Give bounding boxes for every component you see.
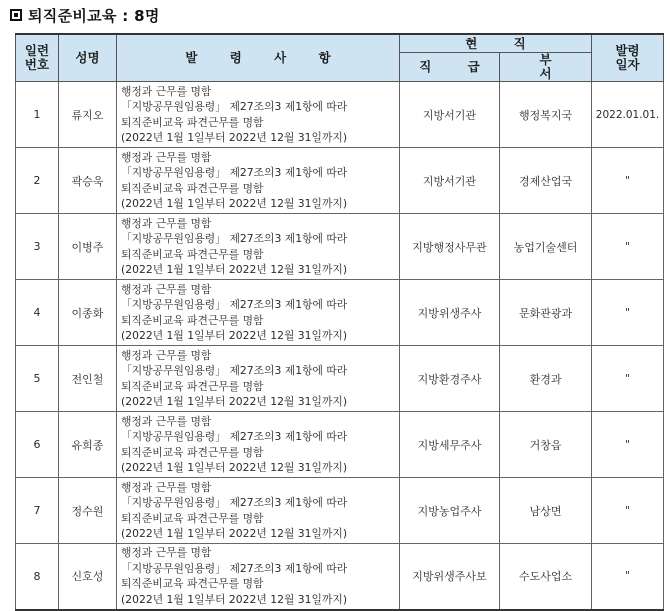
- cell-order: [117, 346, 400, 412]
- cell-dept: 행정복지국: [500, 82, 592, 148]
- order-line: (2022년 1월 1일부터 2022년 12월 31일까지): [121, 329, 348, 342]
- header-name: 성명: [59, 34, 117, 82]
- order-line: 퇴직준비교육 파견근무를 명함: [121, 115, 264, 129]
- cell-name: 유희종: [59, 412, 117, 478]
- order-line: 퇴직준비교육 파견근무를 명함: [121, 313, 264, 327]
- cell-date: ": [592, 148, 664, 214]
- order-line: (2022년 1월 1일부터 2022년 12월 31일까지): [121, 461, 348, 474]
- header-current: 현 직: [400, 34, 592, 53]
- order-line: 「지방공무원임용령」 제27조의3 제1항에 따라: [121, 298, 348, 311]
- cell-grade: 지방행정사무관: [400, 214, 500, 280]
- cell-serial: 1: [16, 82, 59, 148]
- table-row: [16, 544, 664, 610]
- header-grade: 직 급: [400, 53, 500, 82]
- cell-name: 신호성: [59, 544, 117, 610]
- table-row: [16, 346, 664, 412]
- cell-dept: 거창읍: [500, 412, 592, 478]
- order-line: 「지방공무원임용령」 제27조의3 제1항에 따라: [121, 496, 348, 509]
- section-heading: [10, 5, 160, 25]
- cell-order: [117, 82, 400, 148]
- cell-grade: 지방농업주사: [400, 478, 500, 544]
- order-line: 「지방공무원임용령」 제27조의3 제1항에 따라: [121, 166, 348, 179]
- cell-date: ": [592, 214, 664, 280]
- cell-order: [117, 544, 400, 610]
- personnel-table: [15, 33, 664, 611]
- cell-grade: 지방위생주사: [400, 280, 500, 346]
- header-dept: 부 서: [500, 53, 592, 82]
- cell-name: 류지오: [59, 82, 117, 148]
- order-line: (2022년 1월 1일부터 2022년 12월 31일까지): [121, 197, 348, 210]
- order-line: 행정과 근무를 명함: [121, 216, 212, 230]
- table-row: [16, 478, 664, 544]
- order-line: 퇴직준비교육 파견근무를 명함: [121, 577, 264, 591]
- cell-grade: 지방세무주사: [400, 412, 500, 478]
- cell-dept: 환경과: [500, 346, 592, 412]
- cell-grade: 지방서기관: [400, 148, 500, 214]
- table-row: [16, 214, 664, 280]
- square-bullet-icon: [10, 9, 22, 21]
- cell-serial: 5: [16, 346, 59, 412]
- order-line: (2022년 1월 1일부터 2022년 12월 31일까지): [121, 131, 348, 144]
- order-line: 「지방공무원임용령」 제27조의3 제1항에 따라: [121, 430, 348, 443]
- section-title: 퇴직준비교육 : 8명: [28, 6, 160, 25]
- order-line: 행정과 근무를 명함: [121, 150, 212, 164]
- cell-serial: 3: [16, 214, 59, 280]
- order-line: (2022년 1월 1일부터 2022년 12월 31일까지): [121, 263, 348, 276]
- order-line: (2022년 1월 1일부터 2022년 12월 31일까지): [121, 527, 348, 540]
- order-line: 퇴직준비교육 파견근무를 명함: [121, 181, 264, 195]
- cell-date: ": [592, 346, 664, 412]
- cell-order: [117, 478, 400, 544]
- cell-name: 정수원: [59, 478, 117, 544]
- cell-date: ": [592, 478, 664, 544]
- table-row: [16, 280, 664, 346]
- order-line: 행정과 근무를 명함: [121, 546, 212, 560]
- order-line: 퇴직준비교육 파견근무를 명함: [121, 511, 264, 525]
- cell-serial: 6: [16, 412, 59, 478]
- table-row: [16, 412, 664, 478]
- cell-dept: 수도사업소: [500, 544, 592, 610]
- order-line: 「지방공무원임용령」 제27조의3 제1항에 따라: [121, 364, 348, 377]
- header-serial: 일련 번호: [16, 34, 59, 82]
- order-line: 행정과 근무를 명함: [121, 348, 212, 362]
- order-line: 「지방공무원임용령」 제27조의3 제1항에 따라: [121, 232, 348, 245]
- order-line: 행정과 근무를 명함: [121, 282, 212, 296]
- order-line: 퇴직준비교육 파견근무를 명함: [121, 379, 264, 393]
- order-line: 행정과 근무를 명함: [121, 414, 212, 428]
- order-line: 행정과 근무를 명함: [121, 480, 212, 494]
- order-line: 「지방공무원임용령」 제27조의3 제1항에 따라: [121, 561, 348, 575]
- order-line: 퇴직준비교육 파견근무를 명함: [121, 445, 264, 459]
- cell-grade: 지방위생주사보: [400, 544, 500, 610]
- cell-serial: 2: [16, 148, 59, 214]
- cell-name: 이병주: [59, 214, 117, 280]
- cell-name: 이종화: [59, 280, 117, 346]
- table-body: [16, 82, 664, 610]
- cell-serial: 4: [16, 280, 59, 346]
- cell-name: 곽승욱: [59, 148, 117, 214]
- header-date: 발령 일자: [592, 34, 664, 82]
- cell-grade: 지방환경주사: [400, 346, 500, 412]
- cell-date: ": [592, 544, 664, 610]
- table-row: [16, 82, 664, 148]
- order-line: (2022년 1월 1일부터 2022년 12월 31일까지): [121, 395, 348, 408]
- cell-serial: 7: [16, 478, 59, 544]
- order-line: 행정과 근무를 명함: [121, 84, 212, 98]
- cell-order: [117, 280, 400, 346]
- table-row: [16, 148, 664, 214]
- cell-date: 2022.01.01.: [592, 82, 664, 148]
- cell-name: 전인철: [59, 346, 117, 412]
- cell-dept: 농업기술센터: [500, 214, 592, 280]
- header-order: 발 령 사 항: [117, 34, 400, 82]
- order-line: 퇴직준비교육 파견근무를 명함: [121, 247, 264, 261]
- cell-serial: 8: [16, 544, 59, 610]
- order-line: 「지방공무원임용령」 제27조의3 제1항에 따라: [121, 100, 348, 113]
- cell-grade: 지방서기관: [400, 82, 500, 148]
- cell-dept: 남상면: [500, 478, 592, 544]
- order-line: (2022년 1월 1일부터 2022년 12월 31일까지): [121, 592, 348, 606]
- cell-date: ": [592, 412, 664, 478]
- cell-order: [117, 214, 400, 280]
- cell-date: ": [592, 280, 664, 346]
- cell-order: [117, 148, 400, 214]
- cell-dept: 문화관광과: [500, 280, 592, 346]
- cell-order: [117, 412, 400, 478]
- cell-dept: 경제산업국: [500, 148, 592, 214]
